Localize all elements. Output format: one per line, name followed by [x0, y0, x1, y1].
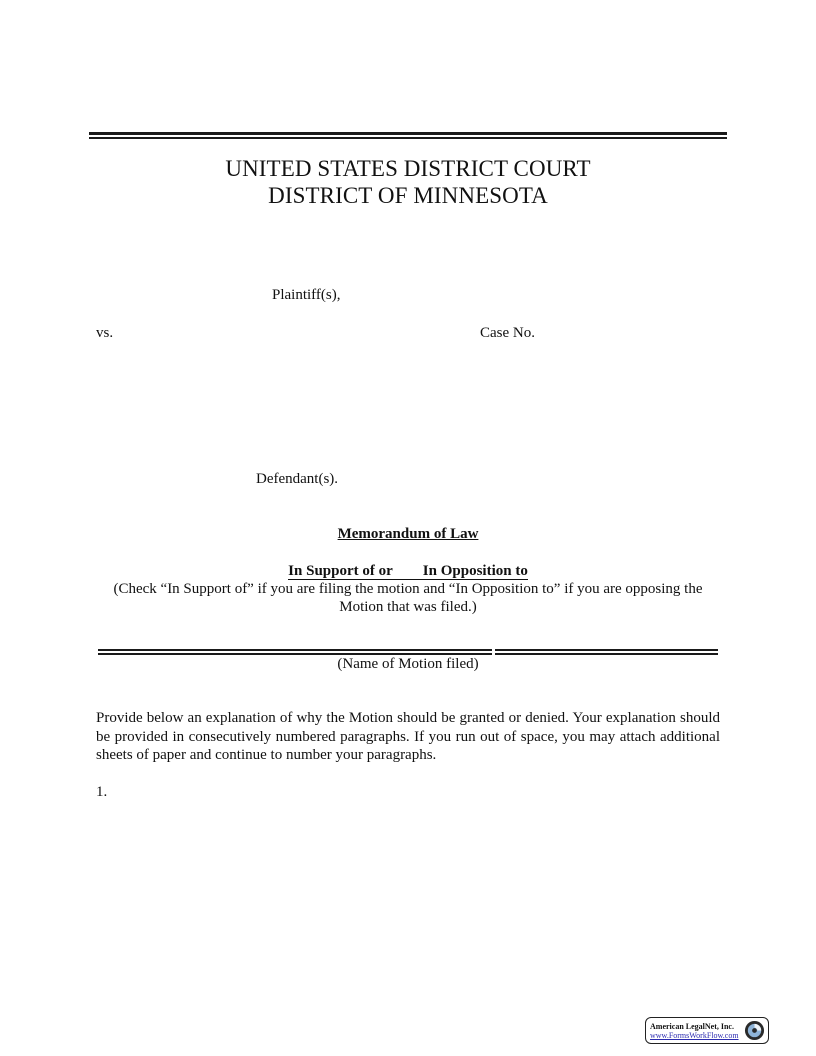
memo-title: [0, 525, 816, 543]
court-district: DISTRICT OF MINNESOTA: [268, 183, 548, 208]
footer-badge[interactable]: [645, 1017, 769, 1044]
plaintiff-label: Plaintiff(s),: [272, 287, 341, 303]
in-support-option[interactable]: In Support of or: [288, 563, 393, 579]
header-double-rule-bottom: [89, 137, 727, 139]
case-number-label: Case No.: [480, 325, 535, 341]
badge-url-link[interactable]: www.FormsWorkFlow.com: [650, 1031, 739, 1040]
check-instruction: (Check “In Support of” if you are filing the motion and “In Opposition to” if you are opposing the Motion that was filed.): [113, 581, 703, 615]
header-double-rule-top: [89, 132, 727, 135]
defendant-label: Defendant(s).: [256, 471, 339, 487]
motion-name-field[interactable]: [98, 630, 718, 648]
motion-name-label: (Name of Motion filed): [337, 656, 479, 672]
in-opposition-option[interactable]: In Opposition to: [422, 563, 528, 579]
paragraph-number-1: 1.: [96, 784, 108, 800]
memo-title-text: Memorandum of Law: [337, 526, 479, 542]
globe-swirl-icon: [744, 1020, 765, 1041]
support-opposition-underline: [288, 563, 528, 580]
motion-name-line-left-top: [98, 649, 492, 651]
support-opposition-options: [0, 562, 816, 580]
court-name: UNITED STATES DISTRICT COURT: [225, 156, 591, 181]
instructions-paragraph: Provide below an explanation of why the Motion should be granted or denied. Your explanation should be provided in consecutively numbered paragraphs. If you run out of space, you may attach additional sheets of paper and continue to number your paragraphs.: [96, 710, 720, 763]
badge-company: American LegalNet, Inc.: [650, 1022, 734, 1031]
motion-name-line-right-top: [495, 649, 718, 651]
versus-label: vs.: [96, 325, 114, 341]
